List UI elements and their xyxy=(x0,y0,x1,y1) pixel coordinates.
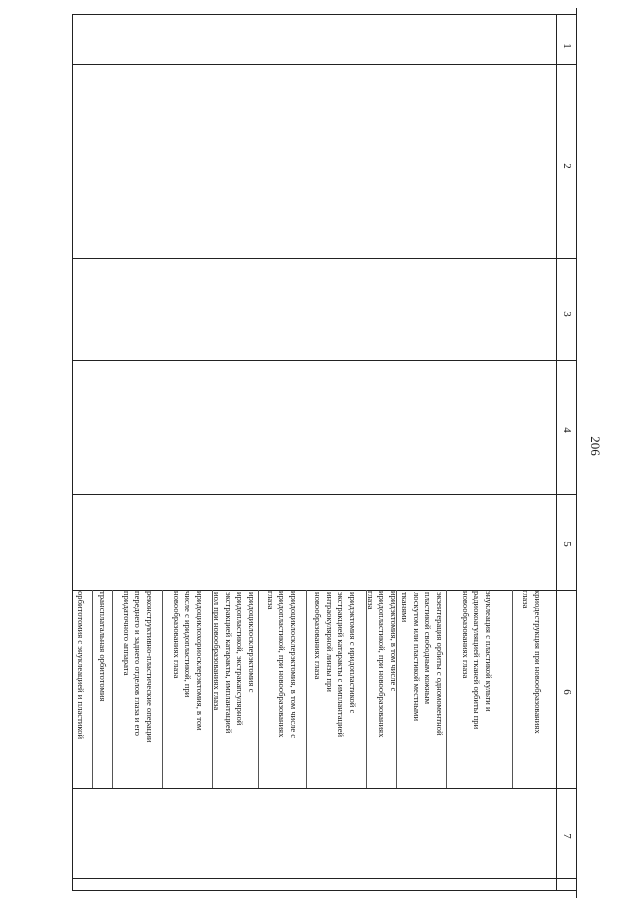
procedure-row: иридэктомия с иридопластикой с экстракцией катаракты с имплантацией интраокулярной линзы при новообразованиях глаза xyxy=(313,592,358,738)
row-divider xyxy=(512,590,513,788)
column-number-1: 1 xyxy=(561,43,573,49)
page-number: 206 xyxy=(587,436,603,456)
procedure-row: реконструктивно-пластические операции переднего и заднего отделов глаза и его придаточного аппарата xyxy=(122,591,155,743)
column-divider xyxy=(72,878,577,879)
table-border-bottom xyxy=(72,890,577,891)
header-column-border xyxy=(576,8,577,898)
column-number-7: 7 xyxy=(561,833,573,839)
column-number-6: 6 xyxy=(561,689,573,695)
column-divider xyxy=(72,788,577,789)
procedure-row: экзентерация орбиты с одномоментной пластикой свободным кожным лоскутом или пластикой местными тканями xyxy=(400,592,445,736)
row-divider xyxy=(162,590,163,788)
table-border-left xyxy=(72,14,73,890)
row-divider xyxy=(112,590,113,788)
column-number-4: 4 xyxy=(561,427,573,433)
column-divider xyxy=(72,494,577,495)
procedure-row: трансплатальная орбитотомия xyxy=(98,591,108,702)
procedure-row: иридоциклосклерэктомия с иридопластикой, экстракапсулярной экстракцией катаракты, имплантацией иол при новообразованиях глаза xyxy=(212,592,257,734)
row-divider xyxy=(306,590,307,788)
procedure-row: орбитотомия с энуклеацией и пластикой xyxy=(76,591,86,740)
table-border-right xyxy=(556,14,557,890)
table-border-top xyxy=(72,14,577,15)
procedure-row: криодеструкция при новообразованиях глаза xyxy=(521,590,543,734)
procedure-row: энуклеация с пластикой культи и радиокоагуляцией тканей орбиты при новообразованиях глаза xyxy=(461,591,494,730)
column-divider xyxy=(72,360,577,361)
column-divider xyxy=(72,64,577,65)
row-divider xyxy=(258,590,259,788)
column-divider xyxy=(72,258,577,259)
column-number-5: 5 xyxy=(561,541,573,547)
column-number-3: 3 xyxy=(561,311,573,317)
row-divider xyxy=(446,590,447,788)
row-divider xyxy=(92,590,93,788)
column-number-2: 2 xyxy=(561,163,573,169)
procedure-row: иридоциклохориосклерэктомия, в том числе с иридопластикой, при новообразованиях глаза xyxy=(172,591,205,731)
procedure-row: иридэктомия, в том числе с иридопластикой, при новообразованиях глаза xyxy=(366,591,399,738)
procedure-row: иридоциклосклерэктомия, в том числе с иридопластикой, при новообразованиях глаза xyxy=(266,591,299,739)
